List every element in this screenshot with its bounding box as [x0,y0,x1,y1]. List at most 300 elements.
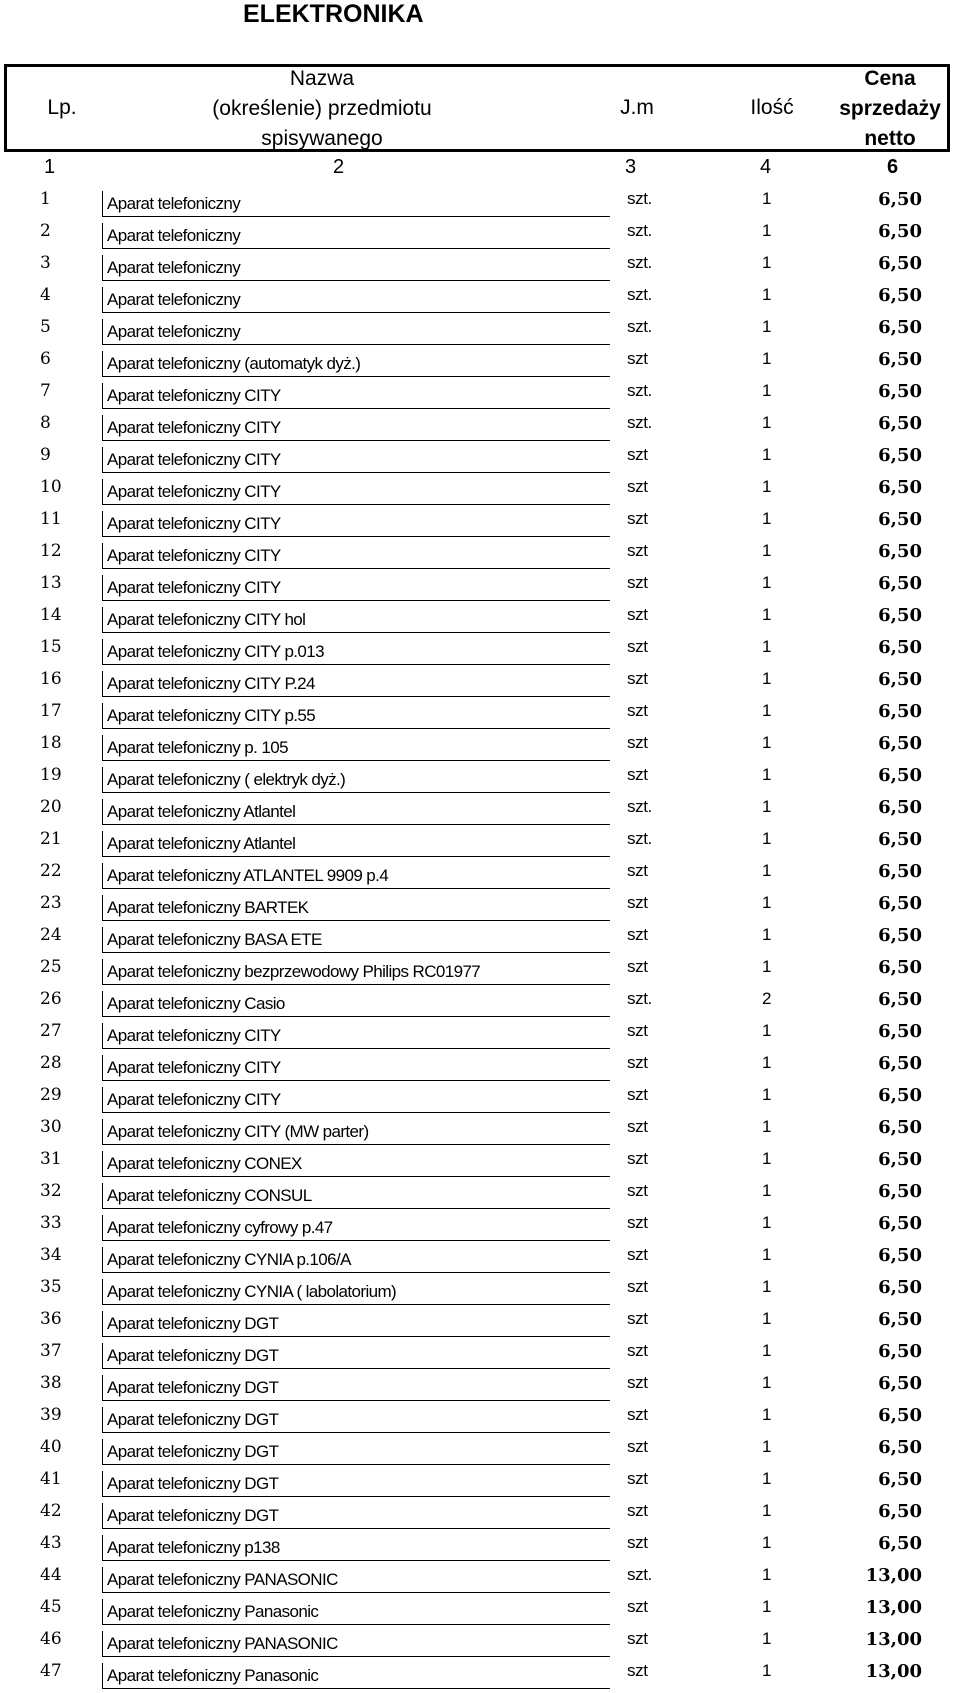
row-qty: 1 [762,1405,772,1424]
row-price: 6,50 [878,1149,922,1170]
row-name: Aparat telefoniczny DGT [102,1311,610,1337]
header-name-line1: Nazwa [289,67,355,90]
row-qty: 1 [762,1469,772,1488]
row-name: Aparat telefoniczny [102,191,610,217]
row-lp: 16 [40,669,62,689]
table-row [0,348,960,380]
row-name: Aparat telefoniczny CITY [102,383,610,409]
row-qty: 1 [762,1437,772,1456]
table-row [0,860,960,892]
row-name: Aparat telefoniczny CITY hol [102,607,610,633]
row-name: Aparat telefoniczny CITY [102,543,610,569]
row-name: Aparat telefoniczny ( elektryk dyż.) [102,767,610,793]
row-name: Aparat telefoniczny DGT [102,1407,610,1433]
row-qty: 1 [762,1661,772,1680]
table-row [0,508,960,540]
row-lp: 44 [40,1565,62,1585]
row-qty: 1 [762,285,772,304]
row-lp: 7 [40,381,51,401]
row-price: 6,50 [878,1309,922,1330]
row-price: 6,50 [878,1373,922,1394]
row-lp: 27 [40,1021,62,1041]
row-price: 6,50 [878,349,922,370]
row-name: Aparat telefoniczny CITY [102,1055,610,1081]
row-name: Aparat telefoniczny CITY p.013 [102,639,610,665]
table-header [4,64,950,152]
header-price-line3: netto [864,127,916,150]
row-lp: 4 [40,285,51,305]
table-row [0,1244,960,1276]
table-row [0,796,960,828]
row-price: 6,50 [878,285,922,306]
row-unit: szt [627,1405,648,1424]
row-price: 13,00 [865,1597,922,1618]
row-price: 6,50 [878,957,922,978]
row-price: 6,50 [878,189,922,210]
row-price: 6,50 [878,1053,922,1074]
row-unit: szt. [627,381,652,400]
table-row [0,1404,960,1436]
row-lp: 20 [40,797,62,817]
row-lp: 22 [40,861,62,881]
row-unit: szt [627,1117,648,1136]
table-row [0,604,960,636]
row-name: Aparat telefoniczny DGT [102,1375,610,1401]
row-name: Aparat telefoniczny CONSUL [102,1183,610,1209]
table-row [0,1276,960,1308]
table-row [0,1628,960,1660]
row-unit: szt [627,1053,648,1072]
header-price-line2: sprzedaży [839,97,941,120]
col-number-3: 3 [625,156,637,178]
row-qty: 1 [762,1277,772,1296]
row-lp: 36 [40,1309,62,1329]
table-row [0,732,960,764]
row-price: 13,00 [865,1629,922,1650]
col-number-2: 2 [333,156,345,178]
row-price: 6,50 [878,1405,922,1426]
row-qty: 1 [762,1149,772,1168]
row-qty: 1 [762,1373,772,1392]
table-row [0,1148,960,1180]
row-name: Aparat telefoniczny CITY [102,1087,610,1113]
row-unit: szt [627,733,648,752]
row-lp: 18 [40,733,62,753]
table-row [0,1308,960,1340]
row-price: 6,50 [878,1277,922,1298]
row-qty: 1 [762,669,772,688]
row-unit: szt [627,1021,648,1040]
row-qty: 1 [762,1117,772,1136]
row-price: 6,50 [878,1533,922,1554]
row-qty: 1 [762,317,772,336]
row-lp: 35 [40,1277,62,1297]
table-row [0,1212,960,1244]
table-row [0,444,960,476]
table-row [0,380,960,412]
row-lp: 41 [40,1469,62,1489]
row-unit: szt [627,445,648,464]
row-qty: 1 [762,605,772,624]
header-price [827,64,950,152]
row-price: 6,50 [878,925,922,946]
row-price: 6,50 [878,381,922,402]
header-name-line2: (określenie) przedmiotu [212,97,432,120]
row-unit: szt [627,893,648,912]
row-price: 6,50 [878,765,922,786]
table-row [0,668,960,700]
row-unit: szt [627,1341,648,1360]
row-unit: szt. [627,317,652,336]
row-qty: 1 [762,829,772,848]
row-unit: szt [627,957,648,976]
table-row [0,956,960,988]
row-qty: 1 [762,573,772,592]
row-qty: 1 [762,1213,772,1232]
row-unit: szt. [627,285,652,304]
row-lp: 12 [40,541,62,561]
row-lp: 24 [40,925,62,945]
row-qty: 1 [762,381,772,400]
row-unit: szt [627,349,648,368]
row-qty: 1 [762,797,772,816]
row-price: 6,50 [878,445,922,466]
row-name: Aparat telefoniczny CONEX [102,1151,610,1177]
row-name: Aparat telefoniczny Panasonic [102,1663,610,1689]
row-price: 6,50 [878,509,922,530]
table-row [0,1500,960,1532]
row-qty: 1 [762,765,772,784]
table-row [0,1116,960,1148]
row-unit: szt [627,1181,648,1200]
row-qty: 1 [762,1533,772,1552]
row-price: 6,50 [878,413,922,434]
row-qty: 1 [762,1085,772,1104]
row-lp: 45 [40,1597,62,1617]
table-row [0,540,960,572]
row-qty: 1 [762,1597,772,1616]
table-row [0,1596,960,1628]
row-qty: 1 [762,413,772,432]
table-row [0,636,960,668]
col-number-4: 4 [760,156,772,178]
row-lp: 46 [40,1629,62,1649]
row-lp: 43 [40,1533,62,1553]
row-lp: 2 [40,221,51,241]
row-lp: 13 [40,573,62,593]
table-row [0,700,960,732]
table-row [0,412,960,444]
row-name: Aparat telefoniczny cyfrowy p.47 [102,1215,610,1241]
table-row [0,188,960,220]
row-lp: 14 [40,605,62,625]
row-price: 6,50 [878,317,922,338]
row-qty: 1 [762,925,772,944]
row-qty: 1 [762,893,772,912]
row-qty: 1 [762,253,772,272]
header-unit: J.m [620,96,654,119]
row-price: 6,50 [878,1245,922,1266]
table-row [0,1020,960,1052]
row-lp: 6 [40,349,51,369]
row-qty: 1 [762,541,772,560]
row-price: 6,50 [878,669,922,690]
header-qty: Ilość [750,96,794,119]
row-unit: szt [627,925,648,944]
table-row [0,284,960,316]
row-price: 6,50 [878,1021,922,1042]
row-unit: szt [627,1277,648,1296]
row-name: Aparat telefoniczny CYNIA p.106/A [102,1247,610,1273]
row-lp: 10 [40,477,62,497]
table-row [0,924,960,956]
row-unit: szt [627,1661,648,1680]
row-name: Aparat telefoniczny CITY [102,511,610,537]
row-qty: 1 [762,1565,772,1584]
row-name: Aparat telefoniczny DGT [102,1503,610,1529]
row-qty: 1 [762,1309,772,1328]
row-unit: szt [627,1501,648,1520]
row-unit: szt [627,1373,648,1392]
row-price: 6,50 [878,637,922,658]
row-name: Aparat telefoniczny bezprzewodowy Philips RC01977 [102,959,610,985]
row-unit: szt [627,1309,648,1328]
col-number-6: 6 [887,156,899,178]
row-price: 6,50 [878,573,922,594]
row-name: Aparat telefoniczny Atlantel [102,831,610,857]
row-unit: szt. [627,797,652,816]
row-name: Aparat telefoniczny [102,223,610,249]
row-unit: szt [627,637,648,656]
table-row [0,988,960,1020]
row-unit: szt. [627,829,652,848]
row-lp: 21 [40,829,62,849]
row-unit: szt [627,1437,648,1456]
header-lp: Lp. [47,96,77,119]
row-lp: 30 [40,1117,62,1137]
header-price-line1: Cena [864,67,916,90]
row-name: Aparat telefoniczny (automatyk dyż.) [102,351,610,377]
row-qty: 1 [762,349,772,368]
row-name: Aparat telefoniczny CITY (MW parter) [102,1119,610,1145]
table-row [0,828,960,860]
row-name: Aparat telefoniczny CITY [102,447,610,473]
row-lp: 38 [40,1373,62,1393]
table-row [0,1180,960,1212]
row-price: 6,50 [878,253,922,274]
row-qty: 1 [762,957,772,976]
row-unit: szt [627,701,648,720]
row-name: Aparat telefoniczny PANASONIC [102,1567,610,1593]
row-qty: 1 [762,733,772,752]
row-price: 6,50 [878,221,922,242]
row-unit: szt. [627,413,652,432]
table-row [0,1564,960,1596]
row-name: Aparat telefoniczny CITY [102,415,610,441]
table-row [0,892,960,924]
row-unit: szt [627,1245,648,1264]
row-lp: 40 [40,1437,62,1457]
row-price: 6,50 [878,829,922,850]
row-name: Aparat telefoniczny [102,255,610,281]
table-row [0,1436,960,1468]
row-name: Aparat telefoniczny CITY [102,479,610,505]
row-name: Aparat telefoniczny CITY [102,575,610,601]
row-lp: 3 [40,253,51,273]
row-qty: 1 [762,445,772,464]
row-qty: 1 [762,1629,772,1648]
row-name: Aparat telefoniczny CITY P.24 [102,671,610,697]
row-price: 6,50 [878,1437,922,1458]
table-body [0,188,960,1692]
row-qty: 1 [762,1021,772,1040]
row-unit: szt [627,669,648,688]
row-unit: szt [627,605,648,624]
table-row [0,1372,960,1404]
table-row [0,572,960,604]
table-row [0,316,960,348]
table-row [0,1532,960,1564]
row-name: Aparat telefoniczny PANASONIC [102,1631,610,1657]
row-name: Aparat telefoniczny CYNIA ( labolatorium) [102,1279,610,1305]
row-unit: szt. [627,989,652,1008]
row-unit: szt [627,1085,648,1104]
row-qty: 1 [762,1501,772,1520]
row-name: Aparat telefoniczny p. 105 [102,735,610,761]
row-price: 6,50 [878,1501,922,1522]
table-row [0,764,960,796]
row-unit: szt [627,861,648,880]
row-name: Aparat telefoniczny Casio [102,991,610,1017]
row-lp: 34 [40,1245,62,1265]
row-unit: szt [627,573,648,592]
table-row [0,1660,960,1692]
table-row [0,220,960,252]
row-price: 6,50 [878,1213,922,1234]
row-price: 6,50 [878,1085,922,1106]
row-qty: 1 [762,1341,772,1360]
row-unit: szt [627,1213,648,1232]
row-qty: 1 [762,701,772,720]
row-price: 6,50 [878,701,922,722]
row-name: Aparat telefoniczny [102,319,610,345]
row-unit: szt. [627,253,652,272]
page-title: ELEKTRONIKA [243,0,424,28]
row-lp: 15 [40,637,62,657]
row-price: 6,50 [878,1181,922,1202]
row-price: 6,50 [878,733,922,754]
table-row [0,252,960,284]
row-qty: 1 [762,637,772,656]
row-lp: 19 [40,765,62,785]
row-lp: 1 [40,189,51,209]
row-lp: 8 [40,413,51,433]
row-lp: 39 [40,1405,62,1425]
row-name: Aparat telefoniczny ATLANTEL 9909 p.4 [102,863,610,889]
row-unit: szt. [627,221,652,240]
row-price: 6,50 [878,861,922,882]
row-unit: szt [627,477,648,496]
row-price: 6,50 [878,989,922,1010]
table-row [0,1084,960,1116]
row-lp: 25 [40,957,62,977]
row-lp: 23 [40,893,62,913]
row-price: 6,50 [878,1341,922,1362]
row-price: 6,50 [878,797,922,818]
row-unit: szt [627,1149,648,1168]
row-price: 6,50 [878,1469,922,1490]
row-unit: szt. [627,189,652,208]
row-qty: 1 [762,1245,772,1264]
row-name: Aparat telefoniczny DGT [102,1471,610,1497]
row-name: Aparat telefoniczny CITY [102,1023,610,1049]
row-qty: 1 [762,861,772,880]
table-row [0,1340,960,1372]
row-lp: 32 [40,1181,62,1201]
row-qty: 2 [762,989,772,1008]
row-price: 6,50 [878,477,922,498]
row-price: 6,50 [878,1117,922,1138]
row-lp: 11 [40,509,62,529]
row-unit: szt [627,509,648,528]
row-lp: 5 [40,317,51,337]
row-name: Aparat telefoniczny [102,287,610,313]
row-qty: 1 [762,1053,772,1072]
row-lp: 28 [40,1053,62,1073]
row-unit: szt [627,1597,648,1616]
header-name-line3: spisywanego [261,127,383,150]
row-price: 13,00 [865,1661,922,1682]
row-name: Aparat telefoniczny Atlantel [102,799,610,825]
row-name: Aparat telefoniczny Panasonic [102,1599,610,1625]
row-lp: 47 [40,1661,62,1681]
col-number-1: 1 [44,156,56,178]
row-name: Aparat telefoniczny DGT [102,1343,610,1369]
row-unit: szt [627,1469,648,1488]
row-name: Aparat telefoniczny BARTEK [102,895,610,921]
row-qty: 1 [762,221,772,240]
table-row [0,476,960,508]
header-name [172,64,472,152]
row-qty: 1 [762,189,772,208]
row-unit: szt. [627,1565,652,1584]
row-lp: 9 [40,445,51,465]
row-lp: 29 [40,1085,62,1105]
row-qty: 1 [762,509,772,528]
table-row [0,1468,960,1500]
row-lp: 31 [40,1149,62,1169]
row-unit: szt [627,1533,648,1552]
row-name: Aparat telefoniczny p138 [102,1535,610,1561]
row-qty: 1 [762,1181,772,1200]
row-unit: szt [627,541,648,560]
table-row [0,1052,960,1084]
row-price: 6,50 [878,605,922,626]
row-name: Aparat telefoniczny CITY p.55 [102,703,610,729]
row-unit: szt [627,1629,648,1648]
row-lp: 17 [40,701,62,721]
row-unit: szt [627,765,648,784]
row-price: 6,50 [878,541,922,562]
row-name: Aparat telefoniczny DGT [102,1439,610,1465]
row-price: 6,50 [878,893,922,914]
row-lp: 33 [40,1213,62,1233]
row-qty: 1 [762,477,772,496]
row-price: 13,00 [865,1565,922,1586]
row-name: Aparat telefoniczny BASA ETE [102,927,610,953]
row-lp: 37 [40,1341,62,1361]
row-lp: 42 [40,1501,62,1521]
